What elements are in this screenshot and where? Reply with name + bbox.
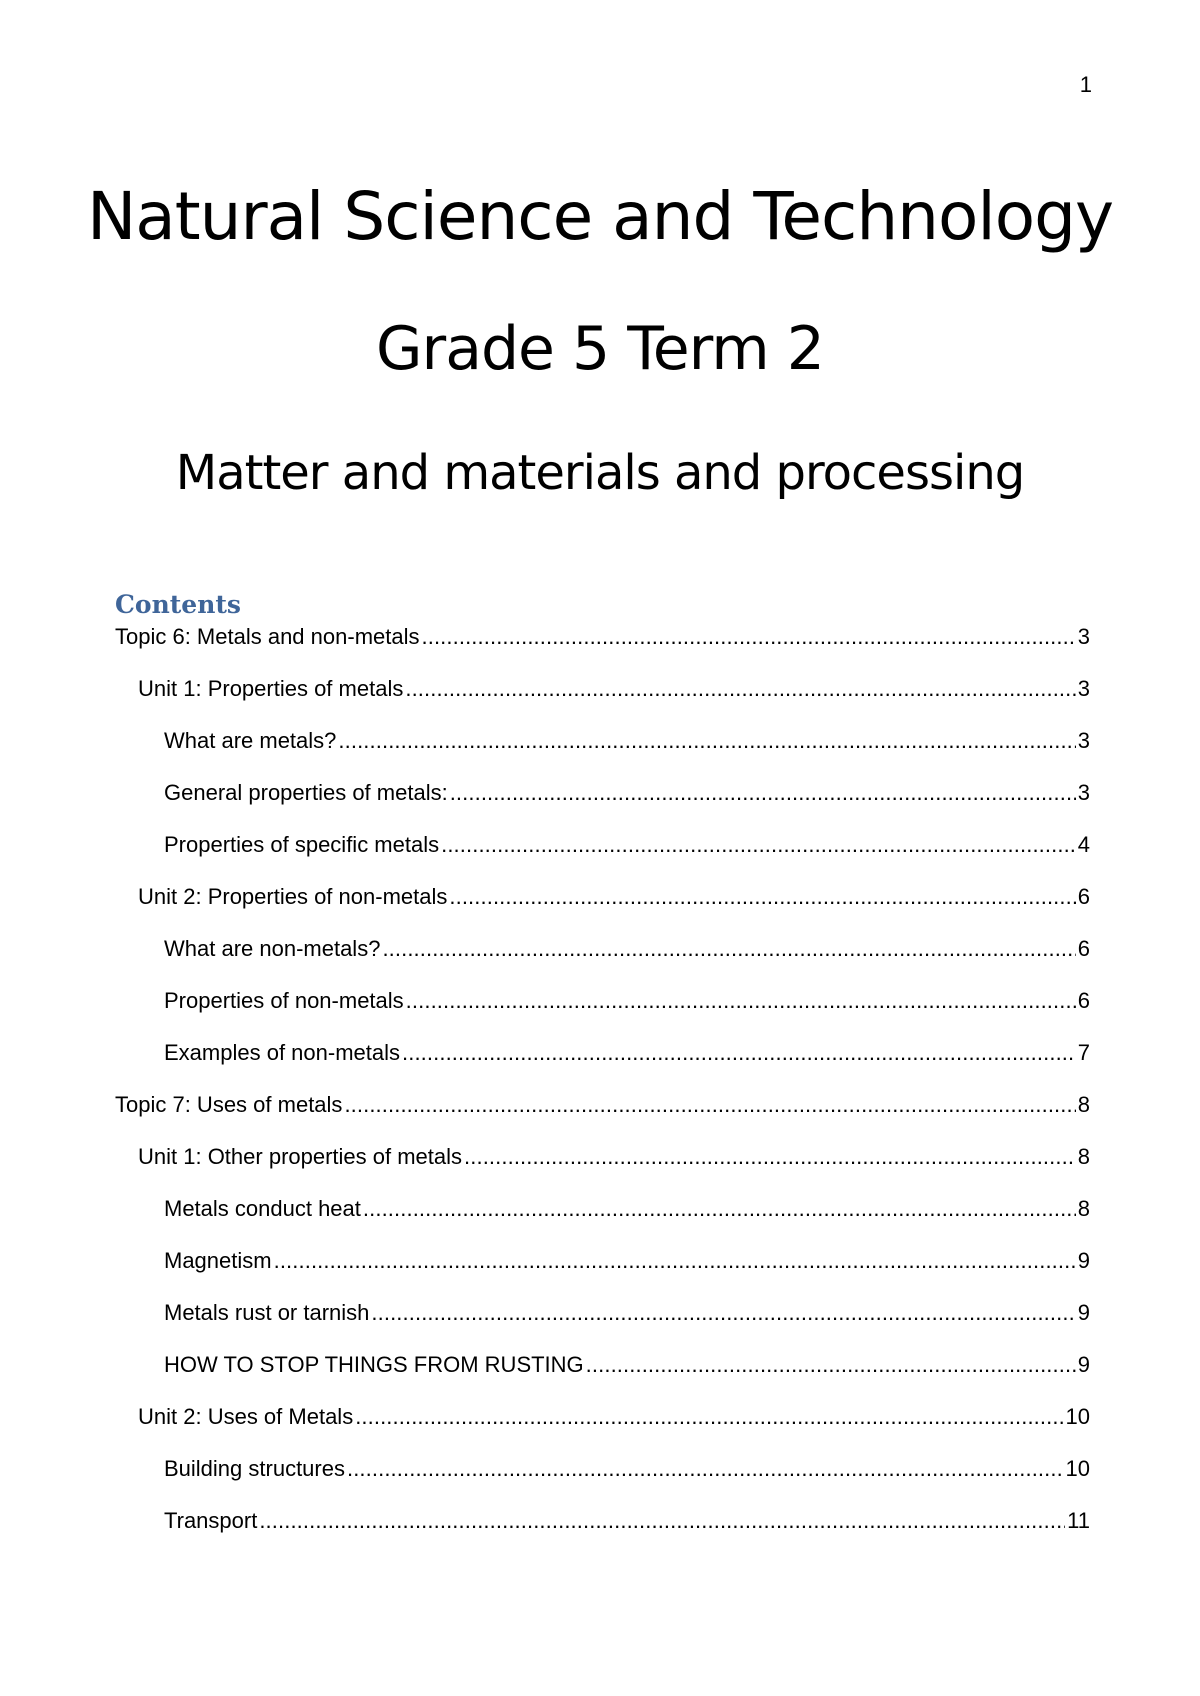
toc-entry-label: Unit 1: Properties of metals <box>138 676 404 701</box>
document-title: Natural Science and Technology <box>86 178 1114 255</box>
toc-entry[interactable] <box>115 1456 1090 1508</box>
toc-entry[interactable] <box>115 1508 1090 1560</box>
toc-entry-label: Metals conduct heat <box>164 1196 361 1221</box>
toc-leader-dots <box>347 1456 1064 1482</box>
toc-entry-label: Metals rust or tarnish <box>164 1300 370 1325</box>
toc-entry[interactable] <box>115 728 1090 780</box>
toc-entry-label: General properties of metals: <box>164 780 448 805</box>
toc-entry-label: Properties of non-metals <box>164 988 404 1013</box>
toc-entry-label: Unit 2: Properties of non-metals <box>138 884 448 909</box>
toc-entry[interactable] <box>115 884 1090 936</box>
toc-entry-page: 9 <box>1077 1300 1090 1325</box>
toc-leader-dots <box>450 780 1076 806</box>
contents-heading: Contents <box>115 590 242 619</box>
toc-entry[interactable] <box>115 676 1090 728</box>
toc-entry-label: What are metals? <box>164 728 337 753</box>
toc-entry[interactable] <box>115 1404 1090 1456</box>
toc-entry[interactable] <box>115 1248 1090 1300</box>
toc-entry[interactable] <box>115 1040 1090 1092</box>
toc-entry-label: Magnetism <box>164 1248 272 1273</box>
toc-entry-page: 9 <box>1077 1248 1090 1273</box>
toc-entry-page: 3 <box>1077 624 1090 649</box>
document-subtitle-grade-term: Grade 5 Term 2 <box>376 314 824 384</box>
toc-leader-dots <box>405 676 1075 702</box>
toc-entry[interactable] <box>115 1300 1090 1352</box>
toc-entry[interactable] <box>115 1196 1090 1248</box>
toc-entry-page: 10 <box>1065 1404 1090 1429</box>
toc-leader-dots <box>441 832 1076 858</box>
toc-leader-dots <box>402 1040 1076 1066</box>
toc-entry-label: HOW TO STOP THINGS FROM RUSTING <box>164 1352 584 1377</box>
toc-entry-label: What are non-metals? <box>164 936 381 961</box>
toc-leader-dots <box>371 1300 1075 1326</box>
toc-leader-dots <box>449 884 1075 910</box>
toc-leader-dots <box>382 936 1075 962</box>
toc-entry-page: 3 <box>1077 780 1090 805</box>
toc-entry-page: 6 <box>1077 988 1090 1013</box>
toc-entry-label: Examples of non-metals <box>164 1040 400 1065</box>
toc-entry[interactable] <box>115 780 1090 832</box>
toc-entry[interactable] <box>115 1352 1090 1404</box>
page-number: 1 <box>1079 72 1092 97</box>
toc-leader-dots <box>344 1092 1075 1118</box>
toc-entry-page: 11 <box>1067 1508 1090 1533</box>
toc-entry-label: Transport <box>164 1508 258 1533</box>
toc-entry-label: Topic 7: Uses of metals <box>115 1092 343 1117</box>
toc-entry-page: 7 <box>1077 1040 1090 1065</box>
toc-entry[interactable] <box>115 936 1090 988</box>
table-of-contents <box>115 624 1090 1560</box>
toc-leader-dots <box>422 624 1076 650</box>
toc-entry-page: 4 <box>1077 832 1090 857</box>
toc-entry[interactable] <box>115 1144 1090 1196</box>
toc-leader-dots <box>355 1404 1063 1430</box>
toc-entry[interactable] <box>115 624 1090 676</box>
toc-leader-dots <box>464 1144 1076 1170</box>
toc-entry-page: 10 <box>1065 1456 1090 1481</box>
toc-leader-dots <box>406 988 1076 1014</box>
toc-entry-page: 8 <box>1077 1196 1090 1221</box>
toc-entry-label: Properties of specific metals <box>164 832 440 857</box>
toc-entry-label: Building structures <box>164 1456 345 1481</box>
toc-entry-label: Unit 1: Other properties of metals <box>138 1144 463 1169</box>
toc-entry-page: 3 <box>1077 676 1090 701</box>
toc-entry-page: 3 <box>1077 728 1090 753</box>
toc-leader-dots <box>363 1196 1076 1222</box>
toc-entry-page: 6 <box>1077 884 1090 909</box>
toc-leader-dots <box>259 1508 1065 1534</box>
toc-entry-page: 8 <box>1077 1144 1090 1169</box>
toc-entry[interactable] <box>115 1092 1090 1144</box>
toc-entry-label: Unit 2: Uses of Metals <box>138 1404 354 1429</box>
toc-entry-page: 9 <box>1077 1352 1090 1377</box>
toc-entry[interactable] <box>115 988 1090 1040</box>
toc-entry-label: Topic 6: Metals and non-metals <box>115 624 420 649</box>
toc-entry-page: 6 <box>1077 936 1090 961</box>
toc-leader-dots <box>586 1352 1076 1378</box>
toc-leader-dots <box>274 1248 1076 1274</box>
toc-leader-dots <box>338 728 1075 754</box>
toc-entry-page: 8 <box>1077 1092 1090 1117</box>
document-subtitle-strand: Matter and materials and processing <box>175 445 1025 501</box>
toc-entry[interactable] <box>115 832 1090 884</box>
